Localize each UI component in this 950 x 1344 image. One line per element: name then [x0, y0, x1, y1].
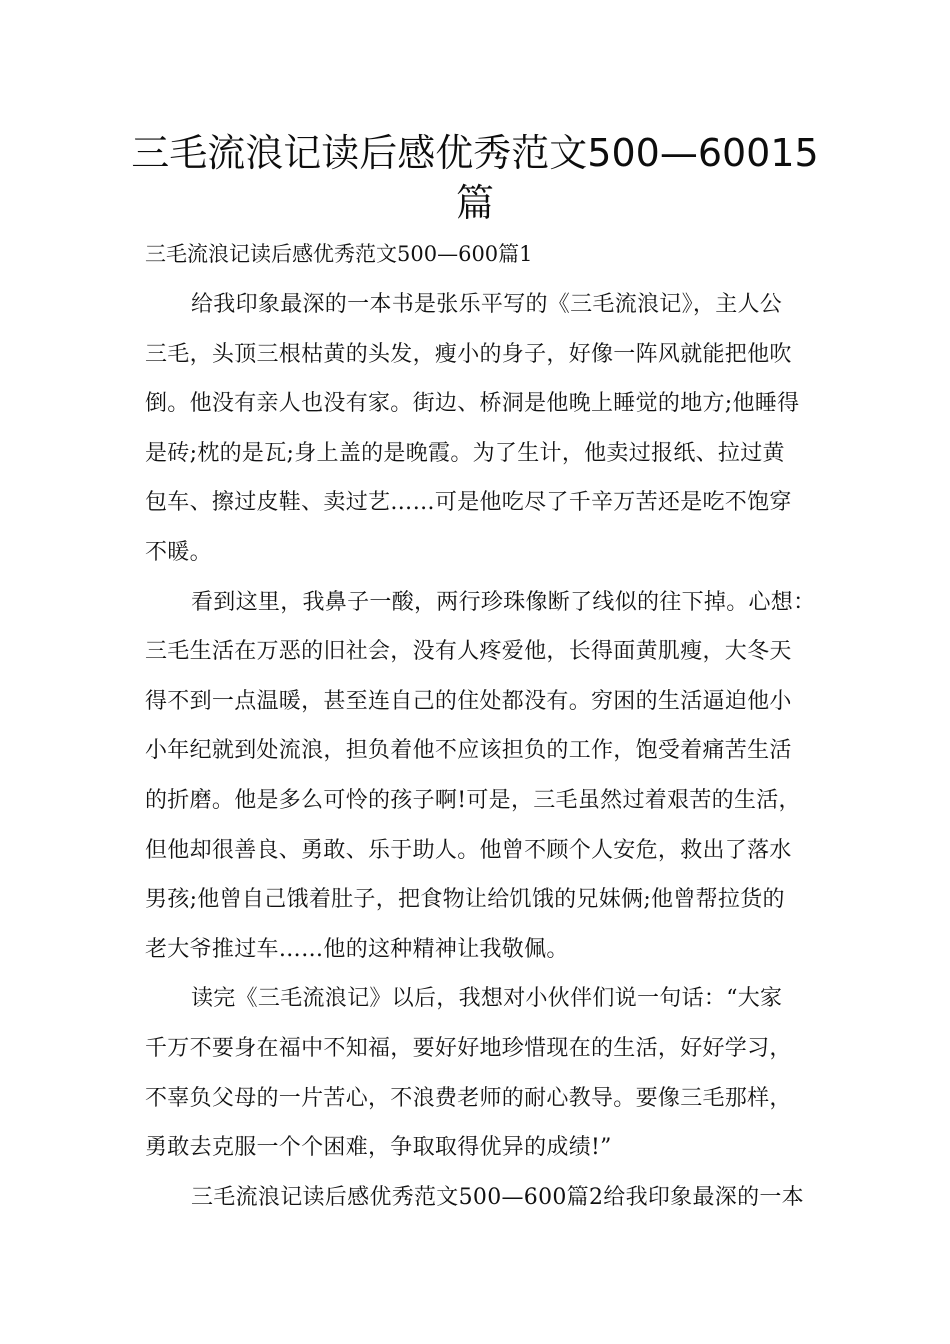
text-line: 读完《三毛流浪记》以后，我想对小伙伴们说一句话：“大家 [191, 986, 783, 1012]
text-line: 是砖;枕的是瓦;身上盖的是晚霞。为了生计，他卖过报纸、拉过黄 [145, 440, 785, 466]
text-line: 但他却很善良、勇敢、乐于助人。他曾不顾个人安危，救出了落水 [145, 837, 792, 863]
text-line: 老大爷推过车……他的这种精神让我敬佩。 [145, 936, 569, 962]
text-line: 包车、擦过皮鞋、卖过艺……可是他吃尽了千辛万苦还是吃不饱穿 [145, 490, 792, 516]
text-line: 倒。他没有亲人也没有家。街边、桥洞是他晚上睡觉的地方;他睡得 [145, 391, 800, 417]
section-heading: 三毛流浪记读后感优秀范文500—600篇1 [145, 242, 533, 266]
text-line: 不辜负父母的一片苦心，不浪费老师的耐心教导。要像三毛那样， [145, 1085, 792, 1111]
title-line: 篇 [455, 181, 494, 225]
text-line: 三毛流浪记读后感优秀范文500—600篇2给我印象最深的一本 [191, 1184, 804, 1210]
text-line: 看到这里，我鼻子一酸，两行珍珠像断了线似的往下掉。心想： [191, 589, 816, 615]
text-line: 三毛生活在万恶的旧社会，没有人疼爱他，长得面黄肌瘦，大冬天 [145, 639, 792, 665]
paragraph [145, 578, 835, 975]
text-line: 小年纪就到处流浪，担负着他不应该担负的工作，饱受着痛苦生活 [145, 738, 792, 764]
paragraph [145, 1173, 835, 1223]
title-line: 三毛流浪记读后感优秀范文500—60015 [131, 131, 819, 175]
document-title [110, 128, 840, 228]
paragraph [145, 974, 835, 1172]
text-line: 勇敢去克服一个个困难，争取取得优异的成绩!” [145, 1135, 612, 1161]
text-line: 男孩;他曾自己饿着肚子，把食物让给饥饿的兄妹俩;他曾帮拉货的 [145, 887, 785, 913]
paragraph [145, 280, 835, 578]
text-line: 给我印象最深的一本书是张乐平写的《三毛流浪记》，主人公 [191, 292, 783, 317]
text-line: 不暖。 [145, 539, 212, 565]
document-body [145, 280, 835, 1222]
text-line: 的折磨。他是多么可怜的孩子啊!可是，三毛虽然过着艰苦的生活， [145, 787, 801, 813]
text-line: 千万不要身在福中不知福，要好好地珍惜现在的生活，好好学习， [145, 1035, 792, 1061]
text-line: 得不到一点温暖，甚至连自己的住处都没有。穷困的生活逼迫他小 [145, 688, 792, 714]
text-line: 三毛，头顶三根枯黄的头发，瘦小的身子，好像一阵风就能把他吹 [145, 341, 792, 367]
